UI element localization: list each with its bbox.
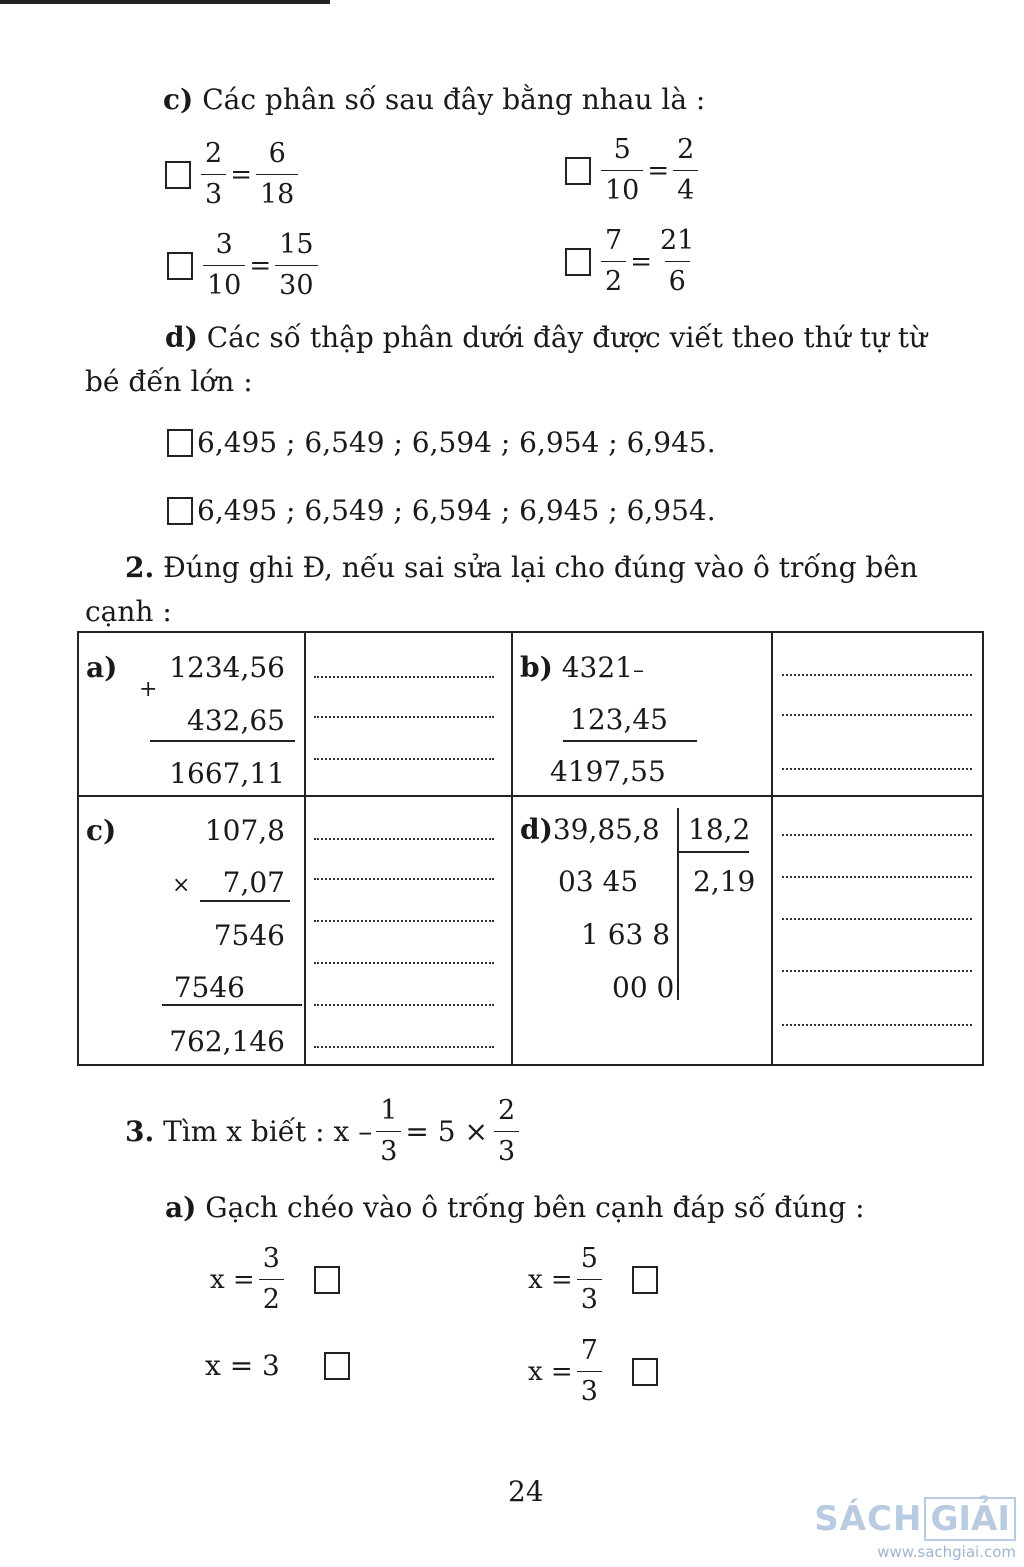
- fraction: $\frac{15}{30}$: [275, 226, 317, 305]
- part-c-heading: [163, 82, 705, 118]
- answer-line[interactable]: [314, 1046, 494, 1048]
- part-d-text-line1: Các số thập phân dưới đây được viết theo thứ tự từ: [206, 321, 928, 354]
- remainder-step-3: 00 0: [612, 971, 675, 1004]
- multiplicand: 107,8: [204, 814, 285, 847]
- question-3-text: Tìm x biết :: [163, 1114, 325, 1148]
- answer-option-2: x = $\frac{5}{3}$: [528, 1240, 658, 1319]
- multiplier: 7,07: [222, 866, 285, 899]
- answer-line[interactable]: [782, 918, 972, 920]
- fraction: $\frac{2}{3}$: [201, 135, 226, 214]
- answer-line[interactable]: [782, 714, 972, 716]
- fraction: $\frac{1}{3}$: [376, 1092, 401, 1171]
- answer-line[interactable]: [782, 834, 972, 836]
- fraction-option-4: $\frac{7}{2}$ = $\frac{21}{6}$: [565, 222, 698, 301]
- cell-a-label: a): [86, 651, 118, 684]
- decimal-option-1: [167, 425, 716, 461]
- answer-line[interactable]: [314, 838, 494, 840]
- answer-option-4: x = $\frac{7}{3}$: [528, 1332, 658, 1411]
- fraction: $\frac{5}{3}$: [577, 1240, 602, 1319]
- part-d-heading: [165, 320, 927, 356]
- cell-c-label: c): [86, 814, 117, 847]
- addend-1: 1234,56: [169, 651, 285, 684]
- checkbox-d2[interactable]: [167, 497, 193, 525]
- sum-result: 1667,11: [169, 757, 285, 790]
- partial-product-1: 7546: [213, 919, 285, 952]
- checkbox-c4[interactable]: [565, 248, 591, 276]
- fraction: $\frac{6}{18}$: [256, 135, 298, 214]
- answer-line[interactable]: [314, 878, 494, 880]
- checkbox-x2[interactable]: [632, 1266, 658, 1294]
- answer-line[interactable]: [782, 674, 972, 676]
- fraction-option-3: $\frac{3}{10}$ = $\frac{15}{30}$: [167, 226, 318, 305]
- partial-product-2: 7546: [173, 971, 245, 1004]
- answer-option-1: x = $\frac{3}{2}$: [210, 1240, 340, 1319]
- answer-line[interactable]: [782, 876, 972, 878]
- watermark-logo: SÁCH GIẢI www.sachgiai.com: [814, 1499, 1016, 1561]
- part-c-label: c): [163, 83, 194, 116]
- checkbox-c3[interactable]: [167, 252, 193, 280]
- division-bar: [677, 808, 679, 1000]
- cell-b-minuend: b) 4321–: [520, 651, 644, 684]
- watermark-url: www.sachgiai.com: [877, 1543, 1016, 1561]
- answer-line[interactable]: [314, 962, 494, 964]
- fraction: $\frac{3}{2}$: [259, 1240, 284, 1319]
- fraction: $\frac{5}{10}$: [601, 131, 643, 210]
- minus-sign: –: [633, 658, 644, 683]
- remainder-step-1: 03 45: [558, 865, 639, 898]
- cell-d-dividend: d)39,85,8: [520, 813, 660, 846]
- equation-mid: = 5 ×: [405, 1114, 488, 1148]
- fraction: $\frac{2}{3}$: [494, 1092, 519, 1171]
- question-2-heading: [125, 550, 918, 586]
- fraction: $\frac{2}{4}$: [673, 131, 698, 210]
- part-d-label: d): [165, 321, 198, 354]
- question-3a-text: Gạch chéo vào ô trống bên cạnh đáp số đúng :: [205, 1191, 865, 1224]
- decimal-option-2: [167, 493, 716, 529]
- answer-line[interactable]: [314, 758, 494, 760]
- question-3a-heading: [165, 1190, 865, 1226]
- answer-line[interactable]: [314, 676, 494, 678]
- answer-line[interactable]: [314, 920, 494, 922]
- question-3-heading: [125, 1092, 519, 1171]
- fraction-option-2: $\frac{5}{10}$ = $\frac{2}{4}$: [565, 131, 698, 210]
- fraction: $\frac{21}{6}$: [656, 222, 698, 301]
- decimal-option-text: 6,495 ; 6,549 ; 6,594 ; 6,945 ; 6,954.: [197, 494, 716, 527]
- subtrahend: 123,45: [570, 703, 668, 736]
- product-result: 762,146: [169, 1025, 285, 1058]
- checkbox-c2[interactable]: [565, 157, 591, 185]
- fraction: $\frac{7}{2}$: [601, 222, 626, 301]
- question-3-number: 3.: [125, 1114, 155, 1148]
- checkbox-x4[interactable]: [632, 1358, 658, 1386]
- fraction: $\frac{3}{10}$: [203, 226, 245, 305]
- question-3a-label: a): [165, 1191, 197, 1224]
- question-2-text-line2: cạnh :: [85, 595, 172, 628]
- decimal-option-text: 6,495 ; 6,549 ; 6,594 ; 6,954 ; 6,945.: [197, 426, 716, 459]
- checkbox-x3[interactable]: [324, 1352, 350, 1380]
- answer-line[interactable]: [782, 768, 972, 770]
- divisor: 18,2: [688, 813, 751, 846]
- answer-line[interactable]: [314, 1004, 494, 1006]
- cell-b-label: b): [520, 651, 553, 684]
- question-2-text-line1: Đúng ghi Đ, nếu sai sửa lại cho đúng vào ô trống bên: [163, 551, 918, 584]
- part-d-text-line2: bé đến lớn :: [85, 365, 253, 398]
- answer-line[interactable]: [782, 970, 972, 972]
- answer-line[interactable]: [314, 716, 494, 718]
- cell-d-label: d): [520, 813, 553, 846]
- answer-line[interactable]: [782, 1024, 972, 1026]
- equation-x: x –: [333, 1114, 373, 1148]
- fraction-option-1: $\frac{2}{3}$ = $\frac{6}{18}$: [165, 135, 298, 214]
- remainder-step-2: 1 63 8: [581, 918, 671, 951]
- answer-option-3: x = 3: [205, 1348, 350, 1384]
- question-2-number: 2.: [125, 551, 155, 584]
- fraction: $\frac{7}{3}$: [577, 1332, 602, 1411]
- checkbox-d1[interactable]: [167, 429, 193, 457]
- times-sign: ×: [172, 873, 191, 898]
- part-c-text: Các phân số sau đây bằng nhau là :: [202, 83, 706, 116]
- top-border-line: [0, 0, 330, 4]
- addend-2: 432,65: [187, 704, 285, 737]
- checkbox-x1[interactable]: [314, 1266, 340, 1294]
- quotient: 2,19: [693, 865, 756, 898]
- difference-result: 4197,55: [550, 755, 666, 788]
- checkbox-c1[interactable]: [165, 161, 191, 189]
- page-number: 24: [508, 1475, 544, 1508]
- plus-sign: +: [139, 677, 158, 702]
